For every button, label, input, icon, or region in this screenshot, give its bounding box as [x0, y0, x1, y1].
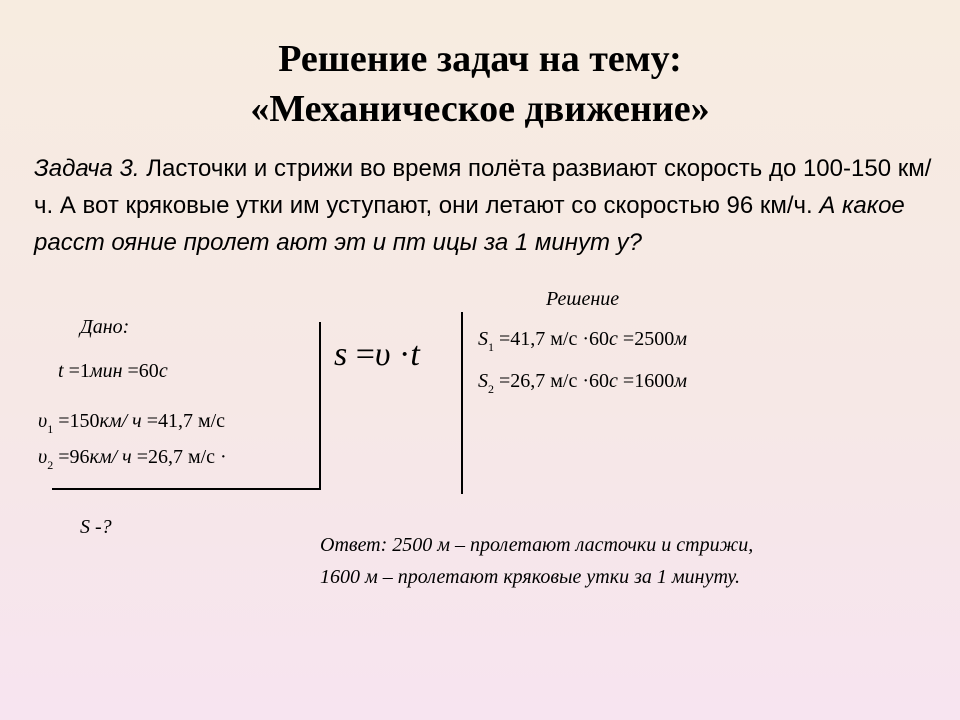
- time-eq2: =60: [122, 360, 159, 382]
- speed2-sub: 2: [47, 458, 54, 472]
- given-speed-2: [38, 446, 227, 473]
- formula-s: s: [334, 336, 348, 373]
- solution-vertical-line: [461, 312, 463, 494]
- s2-expr2: =1600: [617, 370, 675, 392]
- formula-t: t: [410, 336, 420, 373]
- speed1-eq: =150: [53, 410, 100, 432]
- speed1-unit: км/ ч: [99, 410, 142, 432]
- page-subtitle: «Механическое движение»: [250, 88, 710, 130]
- time-eq1: =1: [63, 360, 90, 382]
- formula-dot: ·: [390, 336, 411, 373]
- s1-unit-m: м: [674, 328, 687, 350]
- s1-sub: 1: [488, 340, 494, 354]
- speed2-eq: =96: [53, 446, 90, 468]
- task-label: Задача 3.: [34, 155, 140, 182]
- formula-eq: =: [347, 336, 375, 373]
- speed1-sub: 1: [47, 422, 54, 436]
- s1-symbol: S: [478, 328, 488, 350]
- answer-line-2: 1600 м – пролетают кряковые утки за 1 минуту.: [320, 566, 741, 588]
- given-label: Дано:: [80, 316, 130, 338]
- s1-expr1: =41,7 м/с ·60: [494, 328, 610, 350]
- speed1-converted: =41,7 м/с: [141, 410, 226, 432]
- s2-sub: 2: [488, 382, 494, 396]
- task-text: Ласточки и стрижи во время полёта развиают скорость до 100-150 км/ч. А вот кряковые утки им уступают, они летают со скоростью 96 км/ч.: [34, 155, 932, 219]
- s2-unit-c: c: [609, 370, 618, 392]
- given-vertical-line: [319, 322, 321, 490]
- solution-s2: [478, 370, 687, 397]
- solution-s1: [478, 328, 687, 355]
- s2-symbol: S: [478, 370, 488, 392]
- formula: [334, 336, 420, 374]
- solution-label: Решение: [546, 288, 620, 310]
- speed2-symbol: υ: [38, 446, 48, 468]
- time-symbol: t: [58, 360, 64, 382]
- s2-expr1: =26,7 м/с ·60: [494, 370, 610, 392]
- task-paragraph: [34, 150, 934, 261]
- s1-unit-c: c: [609, 328, 618, 350]
- page-title: Решение задач на тему:: [278, 38, 682, 80]
- speed2-unit: км/ ч: [89, 446, 132, 468]
- given-time: [58, 360, 168, 383]
- time-unit-sec: c: [158, 360, 168, 382]
- speed2-converted: =26,7 м/с ·: [131, 446, 227, 468]
- s2-unit-m: м: [674, 370, 687, 392]
- s1-expr2: =2500: [617, 328, 675, 350]
- speed1-symbol: υ: [38, 410, 48, 432]
- answer-line-1: Ответ: 2500 м – пролетают ласточки и стрижи,: [320, 534, 754, 556]
- given-speed-1: [38, 410, 225, 437]
- find-label: S -?: [80, 516, 112, 538]
- time-unit-min: мин: [89, 360, 123, 382]
- task-question: А какое расст ояние пролет ают эт и пт ицы за 1 минут у?: [34, 192, 905, 256]
- given-divider: [52, 488, 320, 490]
- formula-v: υ: [374, 336, 391, 373]
